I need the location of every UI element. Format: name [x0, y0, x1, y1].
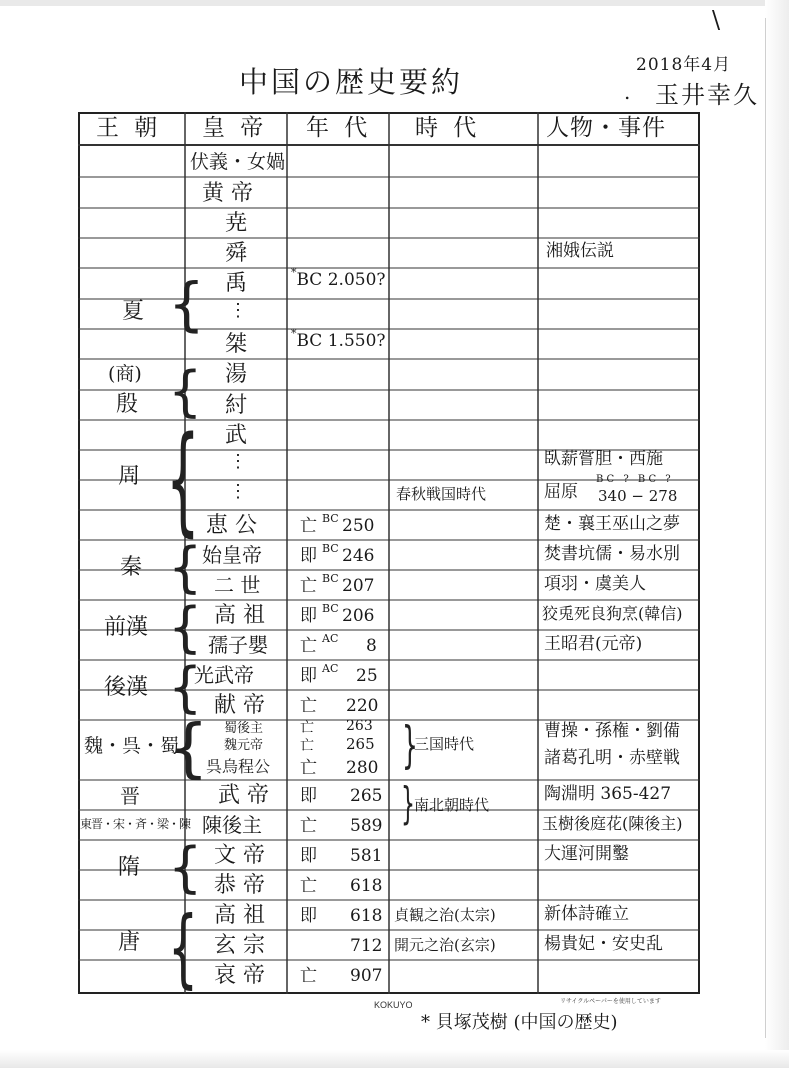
year-shu-value: 263 — [346, 718, 373, 734]
emperor-gongdi: 恭 帝 — [214, 873, 265, 898]
year-ershi-era — [322, 572, 339, 595]
year-yu — [291, 266, 386, 290]
event-xiangyu: 項羽・虞美人 — [544, 574, 646, 594]
year-ruziying-status: 亡 — [300, 636, 317, 656]
year-huigong-status: 亡 — [300, 516, 317, 536]
year-gaozu-han-status: 即 — [300, 606, 317, 626]
emperor-ellipsis-zhou-1: ⋮ — [229, 451, 247, 472]
year-gongdi-status: 亡 — [300, 876, 317, 896]
emperor-huigong: 恵 公 — [206, 513, 257, 538]
notebook-margin-line — [765, 18, 766, 1038]
document-title: 中国の歴史要約 — [239, 65, 464, 99]
emperor-fuxi-nuwa: 伏義・女媧 — [190, 151, 286, 173]
document-author: 玉井幸久 — [655, 81, 759, 109]
emperor-wei-yuandi: 魏元帝 — [224, 738, 264, 753]
event-fenshu-kengru: 焚書坑儒・易水別 — [544, 544, 680, 564]
era-zhenguan: 貞観之治(太宗) — [394, 906, 496, 924]
year-gaozu-han-value: 206 — [342, 606, 375, 626]
dynasty-wei-wu-shu: 魏・呉・蜀 — [84, 735, 180, 757]
dynasty-hou-han: 後漢 — [104, 675, 149, 700]
brace-three-kingdoms: { — [168, 712, 209, 786]
year-wendi-status: 即 — [300, 846, 317, 866]
year-aidi-value: 907 — [350, 966, 383, 986]
column-header-era: 時 代 — [415, 115, 481, 141]
emperor-shun: 舜 — [225, 241, 248, 266]
year-gaozu-tang-status: 即 — [300, 906, 317, 926]
emperor-jie: 桀 — [225, 332, 248, 357]
year-jie — [291, 327, 386, 351]
era-kaiyuan: 開元之治(玄宗) — [394, 936, 496, 954]
year-ershi-value: 207 — [342, 576, 375, 596]
emperor-xiandi: 献 帝 — [214, 693, 265, 718]
year-shu-status: 亡 — [300, 720, 314, 736]
dynasty-qian-han: 前漢 — [104, 615, 149, 640]
year-wei-status: 亡 — [300, 738, 314, 754]
year-chen-status: 亡 — [300, 816, 317, 836]
history-table — [78, 112, 700, 998]
year-gongdi-value: 618 — [350, 876, 383, 896]
corner-mark: \ — [712, 6, 721, 34]
brace-qian-han: { — [168, 596, 203, 659]
emperor-gaozu-tang: 高 祖 — [214, 903, 265, 928]
emperor-chen-houzhu: 陳後主 — [202, 813, 262, 837]
emperor-ruziying: 孺子嬰 — [208, 633, 268, 657]
year-huigong-sup: BC — [322, 512, 339, 525]
recycled-paper-notice: リサイクルペーパーを使用しています — [560, 999, 661, 1005]
emperor-wendi: 文 帝 — [214, 843, 265, 868]
event-hanxin: 狡兎死良狗烹(韓信) — [542, 604, 683, 623]
year-shihuangdi-status: 即 — [300, 546, 317, 566]
dynasty-zhou: 周 — [118, 464, 141, 489]
emperor-yu: 禹 — [225, 271, 248, 296]
column-header-dynasty: 王 朝 — [96, 115, 162, 141]
event-yang-guifei: 楊貴妃・安史乱 — [544, 934, 663, 954]
year-chen-value: 589 — [350, 816, 383, 836]
paper-right-edge — [765, 0, 789, 1068]
era-three-kingdoms: 三国時代 — [414, 735, 475, 753]
event-zhuge-chibi: 諸葛孔明・赤壁戦 — [544, 748, 680, 768]
year-wu-value: 280 — [346, 758, 379, 778]
year-aidi-status: 亡 — [300, 966, 317, 986]
document-date: 2018年4月 — [636, 55, 732, 75]
brace-qin: { — [168, 536, 203, 599]
year-wudi-jin-status: 即 — [300, 786, 317, 806]
year-jie-mark: * — [291, 327, 297, 340]
era-spring-autumn: 春秋戦国時代 — [396, 485, 487, 503]
author-dot: . — [624, 80, 631, 104]
brace-sui: { — [168, 836, 203, 899]
year-guangwudi-sup: AC — [322, 662, 339, 675]
emperor-tang: 湯 — [225, 362, 248, 387]
brace-yin: { — [168, 360, 203, 423]
emperor-ellipsis-xia: ⋮ — [229, 300, 247, 321]
event-xiang-e-legend: 湘娥伝説 — [546, 241, 614, 261]
event-quyuan-era: BC ? BC ? — [596, 474, 674, 485]
year-gaozu-han-era — [322, 602, 339, 625]
emperor-wu-zhou: 武 — [225, 423, 248, 448]
column-header-year: 年 代 — [306, 115, 372, 141]
event-grand-canal: 大運河開鑿 — [544, 844, 629, 864]
event-wang-zhaojun: 王昭君(元帝) — [544, 634, 643, 654]
emperor-wudi-jin: 武 帝 — [218, 783, 269, 808]
brace-zhou: { — [166, 410, 200, 548]
event-new-poetry: 新体詩確立 — [544, 904, 629, 924]
year-shihuangdi-value: 246 — [342, 546, 375, 566]
emperor-shihuangdi: 始皇帝 — [202, 543, 262, 567]
year-jie-value: BC 1.550? — [296, 331, 386, 351]
emperor-gaozu-han: 高 祖 — [214, 603, 265, 628]
dynasty-shang: (商) — [108, 363, 142, 385]
year-wei-value: 265 — [346, 735, 375, 753]
event-chu-xiangwang: 楚・襄王巫山之夢 — [544, 514, 680, 534]
dynasty-sui: 隋 — [118, 855, 141, 880]
year-gaozu-tang-value: 618 — [350, 906, 383, 926]
year-guangwudi-value: 25 — [356, 666, 378, 686]
year-ruziying-sup: AC — [322, 632, 339, 645]
emperor-huangdi: 黄 帝 — [202, 181, 253, 206]
year-huigong-value: 250 — [342, 516, 375, 536]
year-gaozu-han-sup: BC — [322, 602, 339, 615]
emperor-aidi: 哀 帝 — [214, 963, 265, 988]
dynasty-jin: 晋 — [120, 784, 140, 808]
year-wendi-value: 581 — [350, 846, 383, 866]
emperor-guangwudi: 光武帝 — [194, 663, 254, 687]
brace-hou-han: { — [168, 656, 203, 719]
year-guangwudi-era — [322, 662, 339, 685]
year-xiandi-status: 亡 — [300, 696, 317, 716]
year-xuanzong-value: 712 — [350, 936, 383, 956]
year-yu-value: BC 2.050? — [296, 270, 386, 290]
event-woxin-changdan: 臥薪嘗胆・西施 — [544, 449, 663, 469]
emperor-zhou: 紂 — [225, 393, 248, 418]
event-yushu-houtinghua: 玉樹後庭花(陳後主) — [542, 814, 683, 833]
year-wu-status: 亡 — [300, 758, 317, 778]
emperor-wu-wuchenggong: 呉烏程公 — [206, 757, 271, 776]
event-tao-yuanming: 陶淵明 365-427 — [544, 784, 672, 804]
event-cao-sun-liu: 曹操・孫権・劉備 — [544, 721, 680, 741]
year-shihuangdi-sup: BC — [322, 542, 339, 555]
event-quyuan-years: 340 − 278 — [598, 487, 678, 505]
emperor-xuanzong: 玄 宗 — [214, 933, 265, 958]
dynasty-tang: 唐 — [118, 930, 141, 955]
year-ershi-status: 亡 — [300, 576, 317, 596]
year-huigong-era — [322, 512, 339, 535]
notebook-brand: KOKUYO — [374, 1000, 413, 1010]
brace-nanbei: { — [401, 778, 415, 829]
dynasty-xia: 夏 — [122, 299, 145, 324]
year-ruziying-era — [322, 632, 339, 655]
source-citation: * 貝塚茂樹 (中国の歴史) — [421, 1012, 618, 1033]
column-header-people-events: 人物・事件 — [546, 115, 666, 141]
emperor-yao: 尭 — [225, 211, 248, 236]
emperor-ershi: 二 世 — [214, 573, 261, 597]
dynasty-southern: 東晋・宋・斉・梁・陳 — [80, 817, 191, 831]
event-quyuan: 屈原 — [544, 482, 578, 502]
year-ruziying-value: 8 — [366, 636, 377, 656]
paper-bottom-edge — [0, 1050, 789, 1068]
paper-top-edge — [0, 0, 789, 6]
dynasty-qin: 秦 — [120, 555, 143, 580]
brace-sanguo: { — [401, 716, 418, 774]
dynasty-yin: 殷 — [116, 392, 139, 417]
year-ershi-sup: BC — [322, 572, 339, 585]
brace-tang: { — [168, 898, 199, 998]
emperor-ellipsis-zhou-2: ⋮ — [229, 481, 247, 502]
year-shihuangdi-era — [322, 542, 339, 565]
column-header-emperor: 皇 帝 — [202, 115, 268, 141]
brace-xia: { — [168, 270, 205, 338]
year-xiandi-value: 220 — [346, 696, 379, 716]
era-northern-southern: 南北朝時代 — [414, 796, 490, 814]
year-yu-mark: * — [291, 266, 297, 279]
year-wudi-jin-value: 265 — [350, 786, 383, 806]
emperor-shu-houzhu: 蜀後主 — [224, 721, 264, 736]
year-guangwudi-status: 即 — [300, 666, 317, 686]
